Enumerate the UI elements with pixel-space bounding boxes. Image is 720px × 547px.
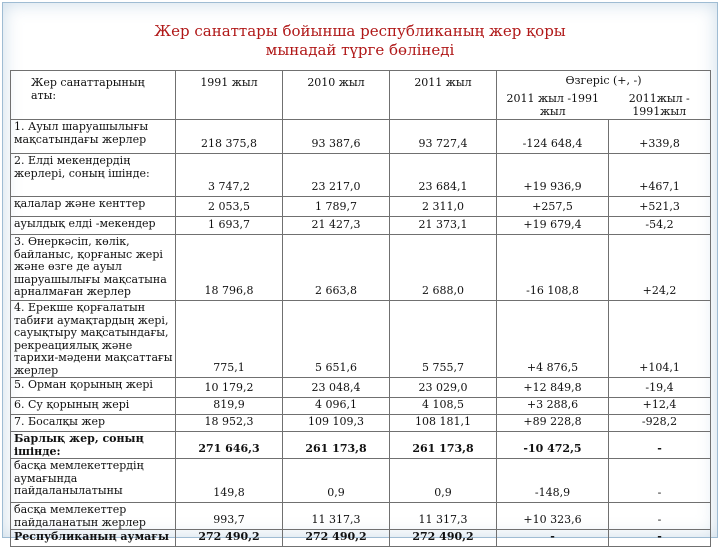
row-name: 7. Босалқы жер [11,415,176,432]
value-2010: 23 217,0 [283,154,390,197]
table-row [11,415,711,432]
row-name: 2. Елді мекендердің жерлері, соның ішінде: [11,154,176,197]
change-2011-1991-a: +3 288,6 [497,398,609,415]
value-1991: 775,1 [176,301,283,378]
table-row [11,217,711,235]
header-change-b: 2011жыл - 1991жыл [609,90,711,120]
value-2010: 272 490,2 [283,530,390,547]
row-name: 5. Орман қорының жері [11,378,176,398]
change-2011-1991-b: +24,2 [609,235,711,301]
value-2010: 2 663,8 [283,235,390,301]
row-name: 1. Ауыл шаруашылығы мақсатындағы жерлер [11,120,176,154]
row-name: қалалар және кенттер [11,197,176,217]
change-2011-1991-b: +339,8 [609,120,711,154]
change-2011-1991-a: +4 876,5 [497,301,609,378]
value-1991: 3 747,2 [176,154,283,197]
value-1991: 993,7 [176,503,283,530]
value-1991: 18 796,8 [176,235,283,301]
value-2010: 11 317,3 [283,503,390,530]
land-fund-table [10,70,711,547]
table-row [11,398,711,415]
value-2011: 93 727,4 [390,120,497,154]
change-2011-1991-a: +257,5 [497,197,609,217]
change-2011-1991-b: -19,4 [609,378,711,398]
change-2011-1991-a: -148,9 [497,459,609,503]
value-1991: 218 375,8 [176,120,283,154]
value-2011: 272 490,2 [390,530,497,547]
value-1991: 272 490,2 [176,530,283,547]
header-2011: 2011 жыл [390,71,497,120]
value-2011: 108 181,1 [390,415,497,432]
value-2010: 21 427,3 [283,217,390,235]
value-2011: 2 688,0 [390,235,497,301]
table-row [11,530,711,547]
table-row [11,459,711,503]
value-1991: 271 646,3 [176,432,283,459]
value-2010: 5 651,6 [283,301,390,378]
row-name: ауылдық елді -мекендер [11,217,176,235]
value-2010: 23 048,4 [283,378,390,398]
row-name: басқа мемлекеттер пайдаланатын жерлер [11,503,176,530]
row-name: Республиканың аумағы [11,530,176,547]
row-name: 4. Ерекше қорғалатын табиғи аумақтардың жері, сауықтыру мақсатындағы, рекреациялық және тарихи-мәдени мақсаттағы жерлер [11,301,176,378]
table-row [11,235,711,301]
value-2010: 1 789,7 [283,197,390,217]
change-2011-1991-b: -928,2 [609,415,711,432]
change-2011-1991-b: - [609,530,711,547]
value-2010: 4 096,1 [283,398,390,415]
row-name: 3. Өнеркәсіп, көлік, байланыс, қорғаныс жері және өзге де ауыл шаруашылығы мақсатына арналмаған жерлер [11,235,176,301]
change-2011-1991-a: -10 472,5 [497,432,609,459]
table-row [11,378,711,398]
value-1991: 2 053,5 [176,197,283,217]
table-row [11,120,711,154]
change-2011-1991-a: +19 936,9 [497,154,609,197]
value-2011: 2 311,0 [390,197,497,217]
change-2011-1991-b: - [609,459,711,503]
slide-title [0,22,720,60]
change-2011-1991-b: -54,2 [609,217,711,235]
value-1991: 10 179,2 [176,378,283,398]
table-row [11,503,711,530]
row-name: 6. Су қорының жері [11,398,176,415]
change-2011-1991-a: -16 108,8 [497,235,609,301]
change-2011-1991-a: +19 679,4 [497,217,609,235]
table-body [11,120,711,547]
header-2010: 2010 жыл [283,71,390,120]
change-2011-1991-b: +12,4 [609,398,711,415]
table-row [11,432,711,459]
table-row [11,197,711,217]
row-name: басқа мемлекеттердің аумағында пайдаланылатыны [11,459,176,503]
row-name: Барлық жер, соның ішінде: [11,432,176,459]
change-2011-1991-a: +10 323,6 [497,503,609,530]
change-2011-1991-b: +521,3 [609,197,711,217]
change-2011-1991-a: - [497,530,609,547]
title-line-2: мынадай түрге бөлінеді [265,41,455,59]
value-2011: 23 684,1 [390,154,497,197]
value-2010: 261 173,8 [283,432,390,459]
header-change-a: 2011 жыл -1991 жыл [497,90,609,120]
change-2011-1991-a: +89 228,8 [497,415,609,432]
title-line-1: Жер санаттары бойынша республиканың жер қоры [154,22,566,40]
value-2011: 5 755,7 [390,301,497,378]
value-1991: 149,8 [176,459,283,503]
value-2011: 4 108,5 [390,398,497,415]
change-2011-1991-a: +12 849,8 [497,378,609,398]
header-1991: 1991 жыл [176,71,283,120]
header-category: Жер санаттарының аты: [11,71,176,120]
value-1991: 1 693,7 [176,217,283,235]
change-2011-1991-b: +467,1 [609,154,711,197]
value-2011: 261 173,8 [390,432,497,459]
value-2011: 0,9 [390,459,497,503]
value-2010: 93 387,6 [283,120,390,154]
header-change: Өзгеріс (+, -) [497,71,711,90]
change-2011-1991-b: - [609,432,711,459]
value-2011: 11 317,3 [390,503,497,530]
change-2011-1991-b: +104,1 [609,301,711,378]
change-2011-1991-a: -124 648,4 [497,120,609,154]
value-2010: 109 109,3 [283,415,390,432]
value-2011: 23 029,0 [390,378,497,398]
change-2011-1991-b: - [609,503,711,530]
value-2010: 0,9 [283,459,390,503]
header-row [11,71,711,90]
value-1991: 819,9 [176,398,283,415]
table-row [11,301,711,378]
value-1991: 18 952,3 [176,415,283,432]
value-2011: 21 373,1 [390,217,497,235]
table-row [11,154,711,197]
